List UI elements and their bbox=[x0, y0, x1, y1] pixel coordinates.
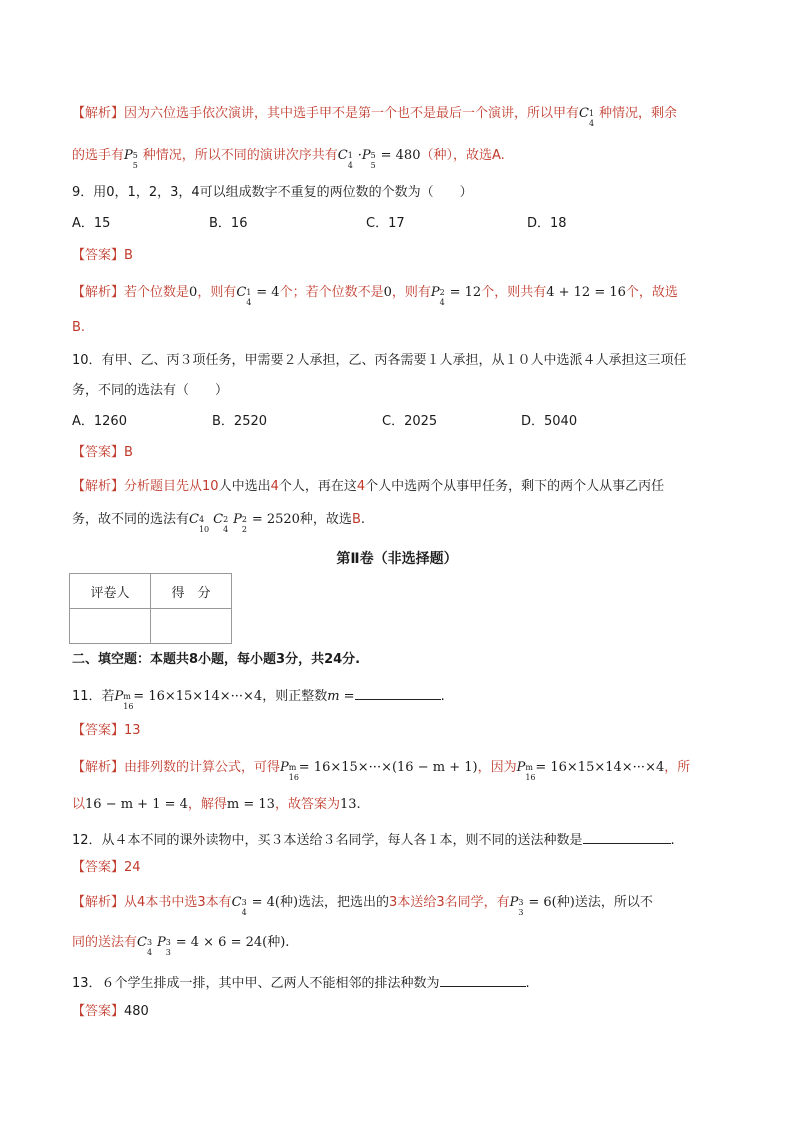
number: 3 bbox=[197, 895, 206, 910]
analysis-text: 个人中选两个从事甲任务，剩下的两个人从事乙丙任 bbox=[365, 479, 665, 494]
answer-value: 480 bbox=[124, 1004, 149, 1019]
q10-option-a: A．1260 bbox=[72, 414, 127, 429]
analysis-text: ，所 bbox=[664, 760, 691, 775]
q11-stem bbox=[72, 685, 445, 711]
number: 10 bbox=[202, 479, 219, 494]
analysis-text: 务，故不同的选法有 bbox=[72, 512, 190, 527]
combination-symbol: C 1 4 bbox=[236, 285, 252, 307]
analysis-text: 同的送法有 bbox=[72, 935, 138, 950]
analysis-text: 个，故选 bbox=[625, 285, 678, 300]
answer-choice: B bbox=[351, 512, 361, 527]
answer-choice: B bbox=[72, 320, 81, 335]
formula-value: = 4 bbox=[256, 285, 280, 300]
analysis-tag: 【解析】 bbox=[72, 895, 125, 910]
q10-answer bbox=[72, 443, 133, 463]
answer-blank[interactable] bbox=[440, 972, 526, 987]
q9-analysis-line2 bbox=[72, 318, 85, 338]
question-text: 12．从４本不同的课外读物中，买３本送给３名同学，每人各１本，则不同的送法种数是 bbox=[72, 833, 583, 848]
analysis-text: 由排列数的计算公式，可得 bbox=[124, 760, 281, 775]
section-heading: 二、填空题：本题共8小题，每小题3分，共24分. bbox=[72, 652, 361, 667]
q12-stem bbox=[72, 829, 675, 851]
period: . bbox=[356, 797, 361, 812]
analysis-text: （种），故选 bbox=[420, 148, 492, 163]
analysis-text: ，解得 bbox=[187, 797, 227, 812]
formula-value: 16 − m + 1 = 4 bbox=[85, 797, 188, 812]
answer-blank[interactable] bbox=[355, 685, 441, 700]
q10-analysis-line2 bbox=[72, 510, 365, 534]
formula: C 1 4 ·P 5 5 bbox=[337, 148, 376, 170]
analysis-text: 若个位数是 bbox=[124, 285, 190, 300]
digit-zero: 0 bbox=[383, 285, 392, 300]
q10-analysis-line1 bbox=[72, 477, 664, 497]
part-two-title: 第Ⅱ卷（非选择题） bbox=[336, 551, 458, 567]
formula-value: = 16×15×14×···×4 bbox=[535, 760, 665, 775]
answer-value: B bbox=[124, 248, 133, 263]
analysis-text: 人中选出 bbox=[218, 479, 271, 494]
analysis-tag: 【解析】 bbox=[72, 285, 125, 300]
formula: C 4 10 C 2 4 P 2 2 bbox=[189, 512, 247, 534]
number: 4 bbox=[270, 479, 279, 494]
equals: = bbox=[339, 689, 355, 704]
number: 4 bbox=[356, 479, 366, 494]
formula-value: = 16×15×···×(16 − m + 1) bbox=[298, 760, 478, 775]
question-text: ，则正整数 bbox=[262, 689, 328, 704]
q13-answer bbox=[72, 1002, 149, 1022]
analysis-text: ，因为 bbox=[477, 760, 517, 775]
period: . bbox=[80, 320, 86, 335]
number: 3 bbox=[436, 895, 445, 910]
analysis-text: 以 bbox=[72, 797, 86, 812]
combination-symbol: C 3 4 bbox=[231, 895, 247, 917]
q9-answer bbox=[72, 246, 133, 266]
score-cell[interactable] bbox=[151, 609, 232, 644]
answer-blank[interactable] bbox=[583, 829, 671, 844]
q9-analysis-line1 bbox=[72, 283, 678, 307]
analysis-text: 个，则共有 bbox=[481, 285, 547, 300]
answer-tag: 【答案】 bbox=[72, 248, 125, 263]
answer-value: 13 bbox=[124, 723, 141, 738]
formula-value: = 4(种)选法，把选出的 bbox=[251, 895, 390, 910]
formula: C 3 4 P 3 3 bbox=[137, 935, 171, 957]
q12-answer bbox=[72, 858, 141, 878]
q9-option-b: B．16 bbox=[209, 216, 248, 231]
analysis-text: 种，故选 bbox=[299, 512, 352, 527]
grader-cell[interactable] bbox=[70, 609, 151, 644]
q11-analysis-line2 bbox=[72, 795, 361, 815]
q9-option-c: C．17 bbox=[366, 216, 405, 231]
answer-value: 24 bbox=[124, 860, 141, 875]
analysis-tag: 【解析】 bbox=[72, 479, 125, 494]
question-text: 13．６个学生排成一排，其中甲、乙两人不能相邻的排法种数为 bbox=[72, 976, 440, 991]
analysis-text: 的选手有 bbox=[72, 148, 125, 163]
permutation-symbol: P 5 5 bbox=[124, 148, 138, 170]
q10-stem-line1: 10．有甲、乙、丙３项任务，甲需要２人承担，乙、丙各需要１人承担，从１０人中选派４人承担这三项任 bbox=[72, 353, 687, 368]
analysis-text: 分析题目先从 bbox=[124, 479, 203, 494]
analysis-text: 种情况，剩余 bbox=[598, 106, 677, 121]
answer-tag: 【答案】 bbox=[72, 860, 125, 875]
q10-option-d: D．5040 bbox=[521, 414, 578, 429]
number: 3 bbox=[389, 895, 398, 910]
permutation-symbol: P 3 3 bbox=[509, 895, 524, 917]
answer-choice: A bbox=[491, 148, 501, 163]
period: . bbox=[525, 976, 530, 991]
q11-answer bbox=[72, 721, 141, 741]
q10-option-b: B．2520 bbox=[212, 414, 268, 429]
formula-value: = 4 × 6 = 24(种) bbox=[175, 935, 286, 950]
q9-option-d: D．18 bbox=[527, 216, 567, 231]
analysis-text: 本送给 bbox=[397, 895, 437, 910]
q11-analysis-line1 bbox=[72, 758, 691, 782]
period: . bbox=[670, 833, 675, 848]
formula-value: = 2520 bbox=[251, 512, 300, 527]
analysis-text: ，则有 bbox=[197, 285, 237, 300]
period: . bbox=[440, 689, 445, 704]
q12-analysis-line1 bbox=[72, 893, 653, 917]
formula-value: 13 bbox=[339, 797, 357, 812]
permutation-symbol: P 2 4 bbox=[430, 285, 445, 307]
permutation-symbol: P m 16 bbox=[516, 760, 536, 782]
analysis-tag: 【解析】 bbox=[72, 106, 125, 121]
q10-stem-line2: 务，不同的选法有（ ） bbox=[72, 383, 229, 398]
q8-analysis-line2 bbox=[72, 146, 505, 170]
combination-symbol: C 1 4 bbox=[579, 106, 595, 128]
answer-tag: 【答案】 bbox=[72, 723, 125, 738]
question-text: 11．若 bbox=[72, 689, 115, 704]
analysis-text: 本书中选 bbox=[145, 895, 198, 910]
analysis-text: 从 bbox=[124, 895, 138, 910]
variable: m bbox=[327, 689, 340, 704]
analysis-text: ，故答案为 bbox=[274, 797, 340, 812]
formula-value: = 6(种)送法，所以不 bbox=[528, 895, 653, 910]
answer-value: B bbox=[124, 445, 133, 460]
q10-option-c: C．2025 bbox=[382, 414, 438, 429]
q13-stem bbox=[72, 972, 530, 994]
digit-zero: 0 bbox=[189, 285, 198, 300]
grader-header: 评卷人 bbox=[70, 574, 151, 609]
number: 4 bbox=[137, 895, 146, 910]
answer-tag: 【答案】 bbox=[72, 445, 125, 460]
analysis-text: 因为六位选手依次演讲，其中选手甲不是第一个也不是最后一个演讲，所以甲有 bbox=[124, 106, 580, 121]
analysis-tag: 【解析】 bbox=[72, 760, 125, 775]
period: . bbox=[285, 935, 290, 950]
analysis-text: ，则有 bbox=[391, 285, 431, 300]
formula-value: 4 + 12 = 16 bbox=[546, 285, 626, 300]
analysis-text: 个人，再在这 bbox=[278, 479, 357, 494]
formula-value: = 480 bbox=[380, 148, 421, 163]
period: . bbox=[500, 148, 505, 163]
score-header: 得 分 bbox=[151, 574, 232, 609]
formula-value: m = 13 bbox=[226, 797, 275, 812]
answer-tag: 【答案】 bbox=[72, 1004, 125, 1019]
formula-value: = 12 bbox=[449, 285, 482, 300]
q12-analysis-line2 bbox=[72, 933, 290, 957]
period: . bbox=[360, 512, 365, 527]
q9-stem: 9．用0，1，2，3，4可以组成数字不重复的两位数的个数为（ ） bbox=[72, 185, 473, 200]
formula-value: = 16×15×14×···×4 bbox=[133, 689, 263, 704]
permutation-symbol: P m 16 bbox=[114, 689, 134, 711]
analysis-text: 个；若个位数不是 bbox=[279, 285, 384, 300]
analysis-text: 名同学，有 bbox=[444, 895, 510, 910]
analysis-text: 本有 bbox=[205, 895, 232, 910]
q8-analysis-line1 bbox=[72, 104, 677, 128]
q9-option-a: A．15 bbox=[72, 216, 111, 231]
grading-table bbox=[69, 573, 232, 644]
permutation-symbol: P m 16 bbox=[280, 760, 299, 782]
analysis-text: 种情况，所以不同的演讲次序共有 bbox=[142, 148, 338, 163]
